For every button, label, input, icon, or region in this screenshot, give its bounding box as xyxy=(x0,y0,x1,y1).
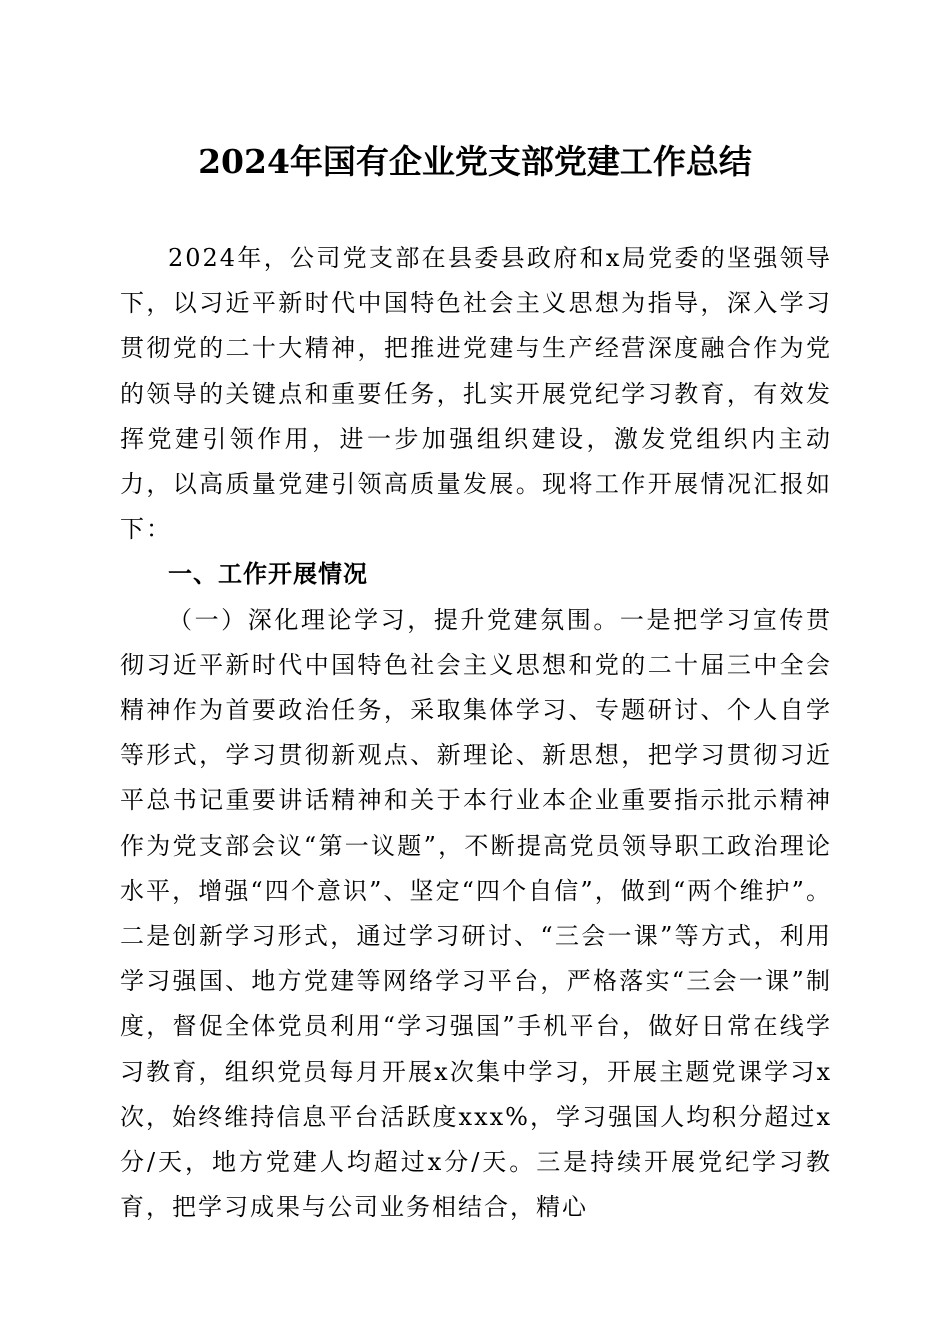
section-heading-work-progress: 一、工作开展情况 xyxy=(168,560,368,589)
intro-paragraph: 2024年，公司党支部在县委县政府和x局党委的坚强领导下，以习近平新时代中国特色社会主义思想为指导，深入学习贯彻党的二十大精神，把推进党建与生产经营深度融合作为党的领导的关键点和重要任务，扎实开展党纪学习教育，有效发挥党建引领作用，进一步加强组织建设，激发党组织内主动力，以高质量党建引领高质量发展。现将工作开展情况汇报如下： xyxy=(120,244,832,544)
document-body xyxy=(120,236,832,1230)
subsection-paragraph-theory-study: （一）深化理论学习，提升党建氛围。一是把学习宣传贯彻习近平新时代中国特色社会主义思想和党的二十届三中全会精神作为首要政治任务，采取集体学习、专题研讨、个人自学等形式，学习贯彻新观点、新理论、新思想，把学习贯彻习近平总书记重要讲话精神和关于本行业本企业重要指示批示精神作为党支部会议“第一议题”，不断提高党员领导职工政治理论水平，增强“四个意识”、坚定“四个自信”，做到“两个维护”。二是创新学习形式，通过学习研讨、“三会一课”等方式，利用学习强国、地方党建等网络学习平台，严格落实“三会一课”制度，督促全体党员利用“学习强国”手机平台，做好日常在线学习教育，组织党员每月开展x次集中学习，开展主题党课学习x次，始终维持信息平台活跃度xxx%，学习强国人均积分超过x分/天，地方党建人均超过x分/天。三是持续开展党纪学习教育，把学习成果与公司业务相结合，精心 xyxy=(120,605,832,1222)
document-title: 2024年国有企业党支部党建工作总结 xyxy=(198,142,752,181)
